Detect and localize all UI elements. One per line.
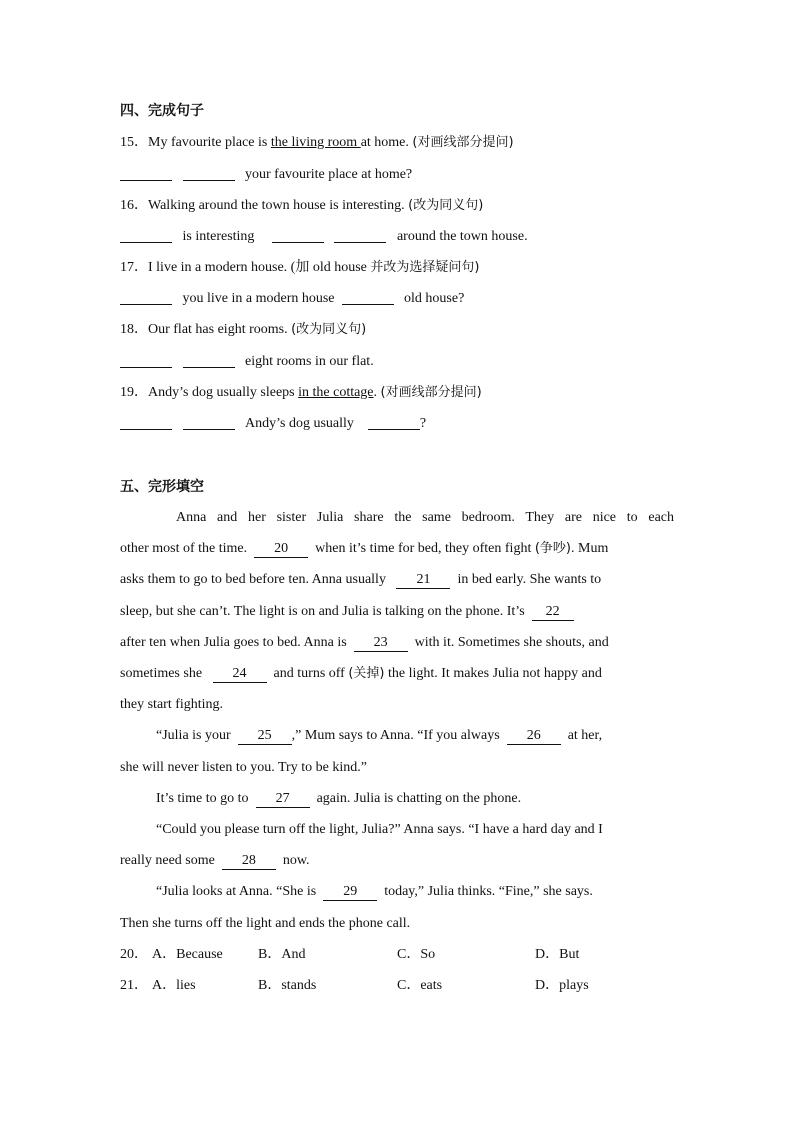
passage-text: . Mum	[571, 541, 609, 556]
option-c[interactable]: C．So	[397, 947, 436, 962]
q15-number: 15．	[120, 135, 148, 150]
question-18	[120, 321, 674, 339]
q19-text-pre: Andy’s dog usually sleeps	[148, 385, 299, 400]
passage-text: really need some	[120, 853, 215, 868]
q19-underlined: in the cottage	[298, 385, 374, 400]
question-19	[120, 384, 674, 402]
section-4-heading: 四、完成句子	[120, 103, 204, 119]
passage-line: she will never listen to you. Try to be kind.”	[120, 760, 367, 775]
answer-blank[interactable]	[120, 353, 172, 368]
q19-answer-a2: ?	[419, 416, 427, 431]
passage-gloss: (关掉)	[348, 666, 385, 681]
answer-blank[interactable]	[120, 228, 172, 243]
q16-instruction: (改为同义句)	[408, 198, 484, 213]
passage-text: again. Julia is chatting on the phone.	[316, 791, 522, 806]
q19-number: 19．	[120, 385, 148, 400]
passage-text: ,” Mum says to Anna. “If you always	[291, 728, 500, 743]
option-a[interactable]: A．Because	[152, 947, 223, 962]
q18-text: Our flat has eight rooms.	[148, 322, 292, 337]
answer-blank[interactable]	[342, 290, 394, 305]
answer-19	[120, 415, 674, 433]
answer-blank[interactable]	[120, 290, 172, 305]
answer-blank[interactable]	[334, 228, 386, 243]
q19-answer-a1: Andy’s dog usually	[245, 416, 354, 431]
q15-instruction: (对画线部分提问)	[412, 135, 514, 150]
cloze-blank-22[interactable]: 22	[532, 604, 574, 621]
q16-answer-a2: around the town house.	[396, 229, 528, 244]
q18-number: 18．	[120, 322, 148, 337]
q15-text-pre: My favourite place is	[148, 135, 271, 150]
q19-text-post: .	[373, 385, 381, 400]
cloze-blank-27[interactable]: 27	[256, 791, 310, 808]
q17-instruction: 并改为选择疑问句)	[370, 260, 480, 275]
passage-text: the light. It makes Julia not happy and	[388, 666, 602, 681]
answer-blank[interactable]	[272, 228, 324, 243]
passage-line	[120, 571, 674, 589]
passage-line	[120, 790, 674, 808]
section-5-heading: 五、完形填空	[120, 479, 204, 495]
passage-line: Then she turns off the light and ends the phone call.	[120, 916, 411, 931]
passage-text: other most of the time.	[120, 541, 248, 556]
q15-underlined: the living room	[270, 135, 361, 150]
option-number: 20．	[120, 947, 148, 962]
option-c[interactable]: C．eats	[397, 978, 443, 993]
cloze-blank-25[interactable]: 25	[238, 728, 292, 745]
passage-text: when it’s time for bed, they often fight	[315, 541, 532, 556]
option-a[interactable]: A．lies	[152, 978, 196, 993]
passage-text: sometimes she	[120, 666, 203, 681]
cloze-blank-24[interactable]: 24	[213, 666, 267, 683]
answer-blank[interactable]	[183, 415, 235, 430]
q17-number: 17．	[120, 260, 148, 275]
passage-text: with it. Sometimes she shouts, and	[414, 635, 609, 650]
q17-answer-a2: old house?	[404, 291, 465, 306]
passage-line	[120, 634, 674, 652]
q16-text: Walking around the town house is interesting.	[148, 198, 409, 213]
answer-blank[interactable]	[120, 415, 172, 430]
passage-line	[120, 603, 674, 621]
q16-answer-a1: is interesting	[182, 229, 255, 244]
q15-answer-text: your favourite place at home?	[245, 167, 413, 182]
cloze-blank-28[interactable]: 28	[222, 853, 276, 870]
passage-line	[120, 727, 674, 745]
passage-text: “Julia looks at Anna. “She is	[156, 884, 317, 899]
option-d[interactable]: D．But	[535, 947, 580, 962]
cloze-blank-20[interactable]: 20	[254, 541, 308, 558]
passage-text: now.	[282, 853, 310, 868]
passage-line	[120, 852, 674, 870]
passage-text: It’s time to go to	[156, 791, 249, 806]
passage-text: “Julia is your	[156, 728, 231, 743]
cloze-blank-26[interactable]: 26	[507, 728, 561, 745]
answer-17	[120, 290, 674, 308]
passage-line	[120, 883, 674, 901]
passage-line: they start fighting.	[120, 697, 224, 712]
passage-text: in bed early. She wants to	[457, 572, 602, 587]
answer-blank[interactable]	[120, 166, 172, 181]
answer-blank[interactable]	[183, 166, 235, 181]
q17-text: I live in a modern house. (加 old house	[148, 260, 371, 275]
option-b[interactable]: B．stands	[258, 978, 317, 993]
passage-text: at her,	[567, 728, 603, 743]
passage-text: sleep, but she can’t. The light is on and Julia is talking on the phone. It’s	[120, 604, 525, 619]
passage-line: Anna and her sister Julia share the same bedroom. They are nice to each	[176, 510, 674, 525]
q16-number: 16．	[120, 198, 148, 213]
option-d[interactable]: D．plays	[535, 978, 589, 993]
passage-text: asks them to go to bed before ten. Anna usually	[120, 572, 386, 587]
option-b[interactable]: B．And	[258, 947, 306, 962]
question-16	[120, 197, 674, 215]
answer-blank[interactable]	[368, 415, 420, 430]
passage-line	[120, 540, 674, 558]
q18-answer-text: eight rooms in our flat.	[245, 354, 374, 369]
passage-line	[120, 665, 674, 683]
q19-instruction: (对画线部分提问)	[380, 385, 482, 400]
question-17	[120, 259, 674, 277]
q18-instruction: (改为同义句)	[291, 322, 367, 337]
answer-18	[120, 353, 674, 371]
passage-text: today,” Julia thinks. “Fine,” she says.	[384, 884, 593, 899]
cloze-blank-29[interactable]: 29	[323, 884, 377, 901]
answer-blank[interactable]	[183, 353, 235, 368]
cloze-blank-21[interactable]: 21	[396, 572, 450, 589]
cloze-blank-23[interactable]: 23	[354, 635, 408, 652]
passage-gloss: (争吵)	[534, 541, 571, 556]
q17-answer-a1: you live in a modern house	[182, 291, 335, 306]
answer-16	[120, 228, 674, 246]
q15-text-post: at home.	[360, 135, 413, 150]
option-number: 21．	[120, 978, 148, 993]
passage-line: “Could you please turn off the light, Julia?” Anna says. “I have a hard day and I	[156, 822, 603, 837]
question-15	[120, 134, 674, 152]
passage-text: after ten when Julia goes to bed. Anna is	[120, 635, 347, 650]
passage-text: and turns off	[273, 666, 345, 681]
answer-15	[120, 166, 674, 184]
